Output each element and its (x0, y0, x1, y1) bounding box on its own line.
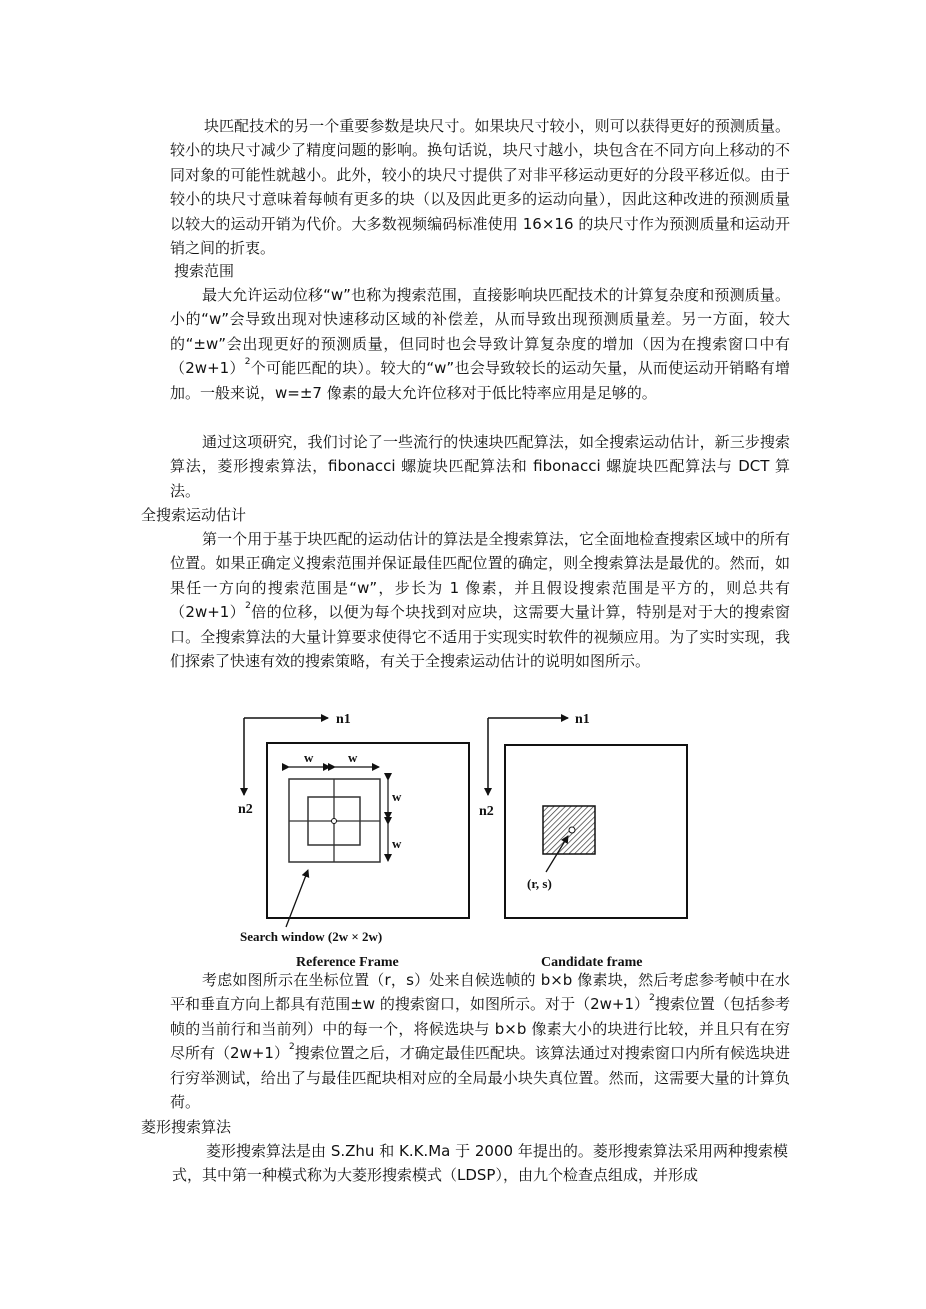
heading-full-search: 全搜索运动估计 (141, 506, 247, 524)
n2-label: n2 (238, 802, 253, 817)
n1-label: n1 (336, 712, 351, 727)
reference-frame-diagram (238, 712, 469, 970)
figure-diagram (230, 700, 700, 975)
candidate-frame-caption: Candidate frame (541, 955, 643, 970)
candidate-frame-box (505, 745, 687, 918)
paragraph-study-intro (170, 430, 790, 503)
paragraph-text: 搜索位置之后，才确定最佳匹配块。该算法通过对搜索窗口内所有候选块进行穷举测试，给出了与最佳匹配块相对应的全局最小块失真位置。然而，这需要大量的计算负荷。 (170, 1044, 790, 1112)
w-label-right-bottom: w (392, 836, 402, 851)
superscript: 2 (245, 601, 251, 612)
n2-label: n2 (479, 804, 494, 819)
n1-label: n1 (575, 712, 590, 727)
superscript: 2 (649, 993, 655, 1004)
reference-frame-box (267, 743, 469, 918)
paragraph-block-size (170, 114, 790, 260)
paragraph-text: 个可能匹配的块）。较大的“w”也会导致较长的运动矢量，从而使运动开销略有增加。一般来说，w=±7 像素的最大允许位移对于低比特率应用是足够的。 (170, 359, 790, 402)
paragraph-text: 倍的位移，以便为每个块找到对应块，这需要大量计算，特别是对于大的搜索窗口。全搜索算法的大量计算要求使得它不适用于实现实时软件的视频应用。为了实时实现，我们探索了快速有效的搜索策略，有关于全搜索运动估计的说明如图所示。 (170, 603, 790, 671)
paragraph-text: 块匹配技术的另一个重要参数是块尺寸。如果块尺寸较小，则可以获得更好的预测质量。较小的块尺寸减少了精度问题的影响。换句话说，块尺寸越小，块包含在不同方向上移动的不同对象的可能性就越小。此外，较小的块尺寸提供了对非平移运动更好的分段平移近似。由于较小的块尺寸意味着每帧有更多的块（以及因此更多的运动向量），因此这种改进的预测质量以较大的运动开销为代价。大多数视频编码标准使用 16×16 的块尺寸作为预测质量和运动开销之间的折衷。 (170, 117, 790, 258)
point-label: (r, s) (527, 876, 552, 891)
paragraph-candidate-block (170, 968, 790, 1114)
paragraph-text: 通过这项研究，我们讨论了一些流行的快速块匹配算法，如全搜索运动估计，新三步搜索算法，菱形搜索算法，fibonacci 螺旋块匹配算法和 fibonacci 螺旋块匹配算法与 DCT 算法。 (170, 433, 790, 500)
paragraph-full-search (170, 527, 790, 673)
heading-diamond-search: 菱形搜索算法 (141, 1118, 232, 1136)
paragraph-text: 搜索位置（包括参考帧的当前行和当前列）中的每一个，将候选块与 b×b 像素大小的块进行比较，并且只有在穷尽所有（2w+1） (170, 995, 790, 1063)
w-label-top-left: w (304, 750, 314, 765)
candidate-point (569, 827, 575, 833)
candidate-frame-diagram (479, 712, 687, 970)
figure-full-search (230, 700, 700, 975)
paragraph-text: 菱形搜索算法是由 S.Zhu 和 K.K.Ma 于 2000 年提出的。菱形搜索算法采用两种搜索模式，其中第一种模式称为大菱形搜索模式（LDSP），由九个检查点组成，并形成 (172, 1142, 788, 1185)
superscript: 2 (288, 1042, 295, 1053)
paragraph-diamond-search (172, 1139, 788, 1188)
reference-frame-caption: Reference Frame (296, 955, 399, 970)
superscript: 2 (244, 357, 251, 368)
w-label-right-top: w (392, 789, 402, 804)
paragraph-text: 最大允许运动位移“w”也称为搜索范围，直接影响块匹配技术的计算复杂度和预测质量。小的“w”会导致出现对快速移动区域的补偿差，从而导致出现预测质量差。另一方面，较大的“±w”会出现更好的预测质量，但同时也会导致计算复杂度的增加（因为在搜索窗口中有（2w+1） (170, 286, 790, 378)
paragraph-search-range (170, 283, 790, 405)
paragraph-text: 第一个用于基于块匹配的运动估计的算法是全搜索算法，它全面地检查搜索区域中的所有位置。如果正确定义搜索范围并保证最佳匹配位置的确定，则全搜索算法是最优的。然而，如果任一方向的搜索范围是“w”，步长为 1 像素，并且假设搜索范围是平方的，则总共有（2w+1） (170, 530, 790, 622)
heading-search-range: 搜索范围 (174, 262, 235, 280)
w-label-top-right: w (348, 750, 358, 765)
search-window-label: Search window (2w × 2w) (240, 929, 383, 944)
paragraph-text: 考虑如图所示在坐标位置（r，s）处来自候选帧的 b×b 像素块，然后考虑参考帧中在水平和垂直方向上都具有范围±w 的搜索窗口，如图所示。对于（2w+1） (170, 971, 790, 1014)
center-point (332, 819, 337, 824)
